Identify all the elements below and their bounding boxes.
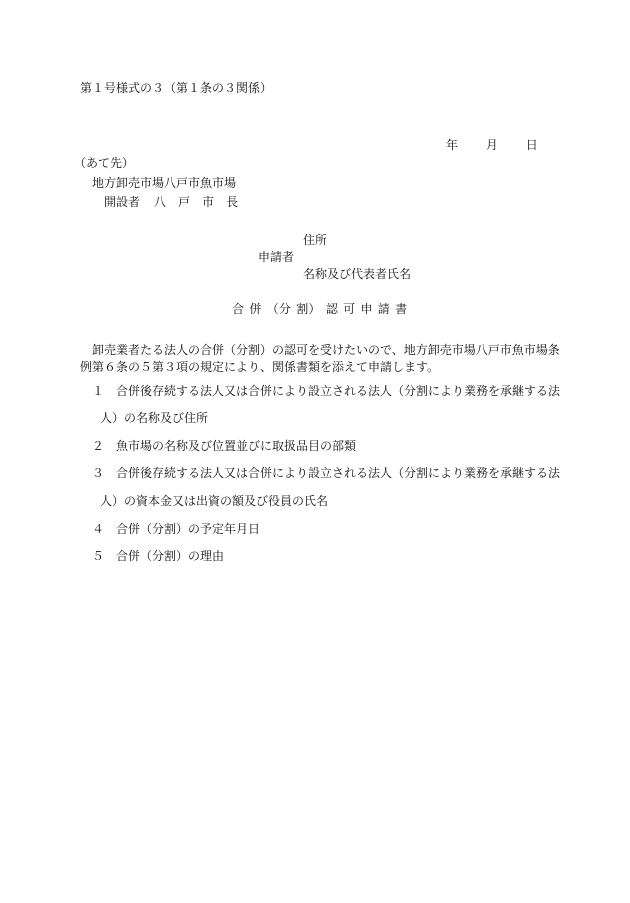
document-title bbox=[232, 303, 412, 315]
title-char: 併 bbox=[249, 302, 262, 316]
addressee-title-part: 長 bbox=[226, 195, 239, 209]
list-item-1 bbox=[92, 385, 560, 397]
addressee-organization: 地方卸売市場八戸市魚市場 bbox=[92, 176, 237, 190]
title-char: （分 bbox=[266, 302, 292, 316]
list-item-5 bbox=[92, 550, 224, 562]
addressee-title-part: 八 bbox=[154, 195, 167, 209]
title-char: 割） bbox=[296, 302, 321, 316]
title-char: 合 bbox=[232, 302, 245, 316]
list-item-text: 合併後存続する法人又は合併により設立される法人（分割により業務を承継する法 bbox=[116, 384, 561, 398]
title-char: 可 bbox=[343, 302, 356, 316]
addressee-title-part: 開設者 bbox=[104, 195, 141, 209]
date-line bbox=[446, 139, 538, 151]
list-item-text: 魚市場の名称及び位置並びに取扱品目の部類 bbox=[116, 439, 357, 453]
list-item-number: ３ bbox=[92, 466, 105, 480]
addressee-title bbox=[104, 196, 250, 208]
applicant-label: 申請者 bbox=[258, 250, 295, 264]
list-item-2 bbox=[92, 440, 356, 452]
date-year-label: 年 bbox=[446, 138, 459, 152]
list-item-text: 合併（分割）の予定年月日 bbox=[116, 522, 261, 536]
title-char: 認 bbox=[325, 302, 339, 316]
form-number: 第１号様式の３（第１条の３関係） bbox=[80, 81, 273, 95]
title-char: 書 bbox=[395, 302, 408, 316]
list-item-4 bbox=[92, 523, 260, 535]
date-month-label: 月 bbox=[485, 138, 498, 152]
addressee-title-part: 市 bbox=[202, 195, 215, 209]
list-item-text: 合併（分割）の理由 bbox=[116, 549, 225, 563]
list-item-number: ２ bbox=[92, 439, 105, 453]
body-paragraph: 卸売業者たる法人の合併（分割）の認可を受けたいので、地方卸売市場八戸市魚市場条例第６条の５第３項の規定により、関係書類を添えて申請します。 bbox=[80, 343, 560, 374]
addressee-label: （あて先） bbox=[74, 156, 135, 170]
addressee-title-part: 戸 bbox=[178, 195, 191, 209]
list-item-number: ４ bbox=[92, 522, 105, 536]
applicant-address-label: 住所 bbox=[303, 233, 328, 247]
applicant-name-label: 名称及び代表者氏名 bbox=[303, 267, 412, 281]
list-item-3-continuation: 人）の資本金又は出資の額及び役員の氏名 bbox=[100, 494, 329, 508]
list-item-number: １ bbox=[92, 384, 105, 398]
title-char: 申 bbox=[360, 302, 373, 316]
list-item-1-continuation: 人）の名称及び住所 bbox=[100, 411, 209, 425]
list-item-text: 合併後存続する法人又は合併により設立される法人（分割により業務を承継する法 bbox=[116, 466, 561, 480]
title-char: 請 bbox=[377, 302, 391, 316]
list-item-3 bbox=[92, 467, 560, 479]
date-day-label: 日 bbox=[525, 138, 538, 152]
list-item-number: ５ bbox=[92, 549, 105, 563]
